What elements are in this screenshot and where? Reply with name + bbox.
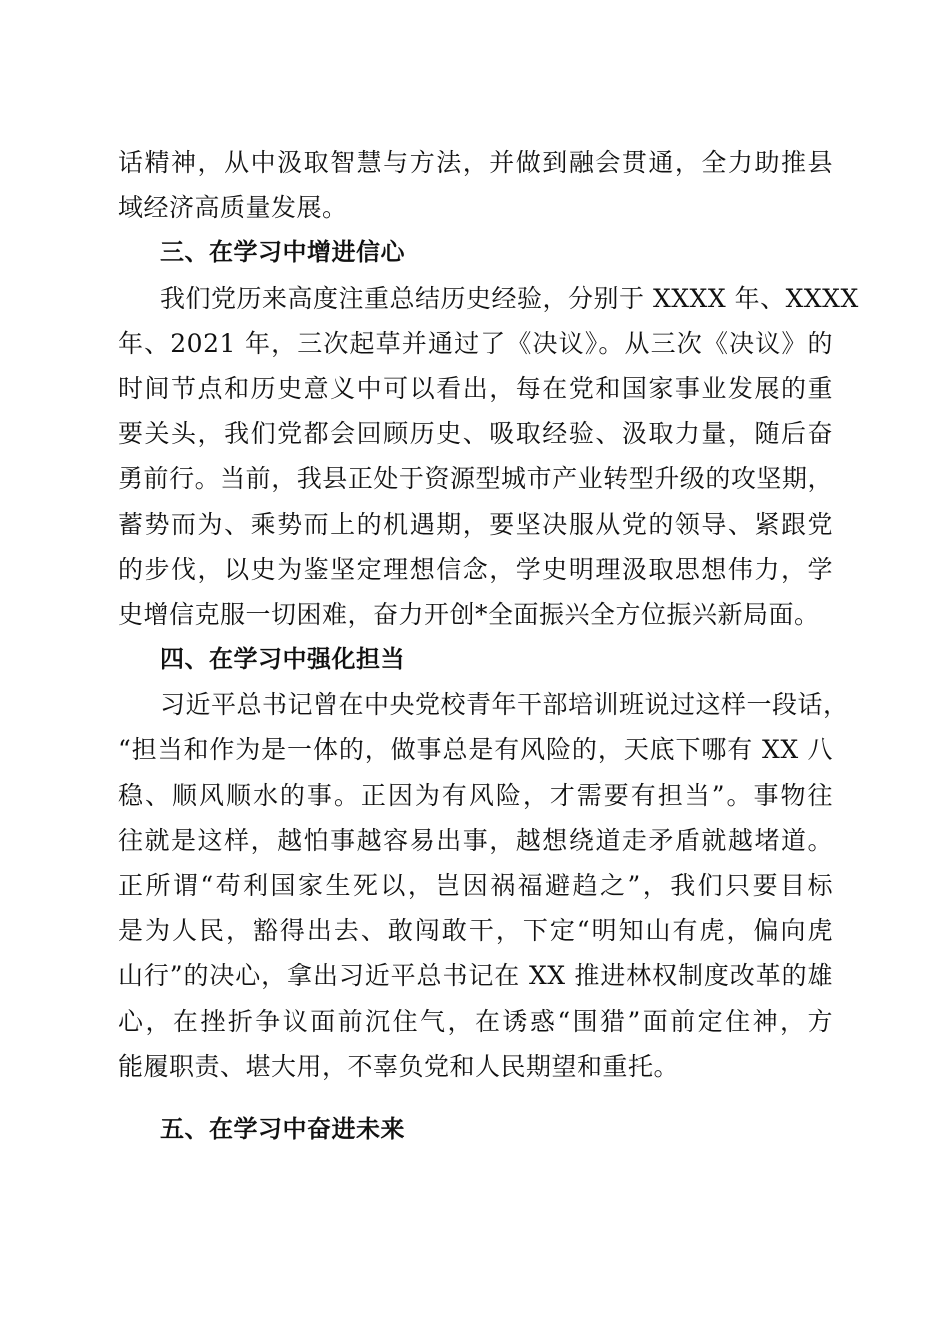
document-body <box>118 140 859 1152</box>
paragraph-5-line-7: 山行”的决心，拿出习近平总书记在 XX 推进林权制度改革的雄 <box>118 961 833 991</box>
paragraph-3-line-5: 勇前行。当前，我县正处于资源型城市产业转型升级的攻坚期， <box>118 464 833 494</box>
paragraph-3-line-8: 史增信克服一切困难，奋力开创*全面振兴全方位振兴新局面。 <box>118 599 820 629</box>
paragraph-5-line-6: 是为人民，豁得出去、敢闯敢干，下定“明知山有虎，偏向虎 <box>118 916 833 946</box>
paragraph-gap <box>118 1089 833 1107</box>
paragraph-1-line-2: 域经济高质量发展。 <box>118 193 348 223</box>
paragraph-5-line-4: 往就是这样，越怕事越容易出事，越想绕道走矛盾就越堵道。 <box>118 825 833 855</box>
paragraph-3-line-6: 蓄势而为、乘势而上的机遇期，要坚决服从党的领导、紧跟党 <box>118 509 833 539</box>
paragraph-5-line-9: 能履职责、堪大用，不辜负党和人民期望和重托。 <box>118 1051 680 1081</box>
section-heading-4: 四、在学习中强化担当 <box>160 645 405 674</box>
paragraph-3-line-3: 时间节点和历史意义中可以看出，每在党和国家事业发展的重 <box>118 373 833 403</box>
section-heading-5: 五、在学习中奋进未来 <box>160 1114 405 1143</box>
paragraph-3-line-4: 要关头，我们党都会回顾历史、吸取经验、汲取力量，随后奋 <box>118 419 833 449</box>
paragraph-5-line-3: 稳、顺风顺水的事。正因为有风险，才需要有担当”。事物往 <box>118 780 833 810</box>
paragraph-3-line-7: 的步伐，以史为鉴坚定理想信念，学史明理汲取思想伟力，学 <box>118 554 833 584</box>
paragraph-3-line-1: 我们党历来高度注重总结历史经验，分别于 XXXX 年、XXXX <box>160 283 859 313</box>
paragraph-3-line-2: 年、2021 年，三次起草并通过了《决议》。从三次《决议》的 <box>118 328 833 358</box>
paragraph-1-line-1: 话精神，从中汲取智慧与方法，并做到融会贯通，全力助推县 <box>118 148 833 177</box>
paragraph-5-line-2: “担当和作为是一体的，做事总是有风险的，天底下哪有 XX 八 <box>118 735 833 765</box>
paragraph-5-line-8: 心，在挫折争议面前沉住气，在诱惑“围猎”面前定住神，方 <box>118 1006 833 1036</box>
section-heading-3: 三、在学习中增进信心 <box>160 238 405 267</box>
paragraph-5-line-1: 习近平总书记曾在中央党校青年干部培训班说过这样一段话， <box>160 690 849 720</box>
paragraph-5-line-5: 正所谓“苟利国家生死以，岂因祸福避趋之”，我们只要目标 <box>118 871 833 900</box>
